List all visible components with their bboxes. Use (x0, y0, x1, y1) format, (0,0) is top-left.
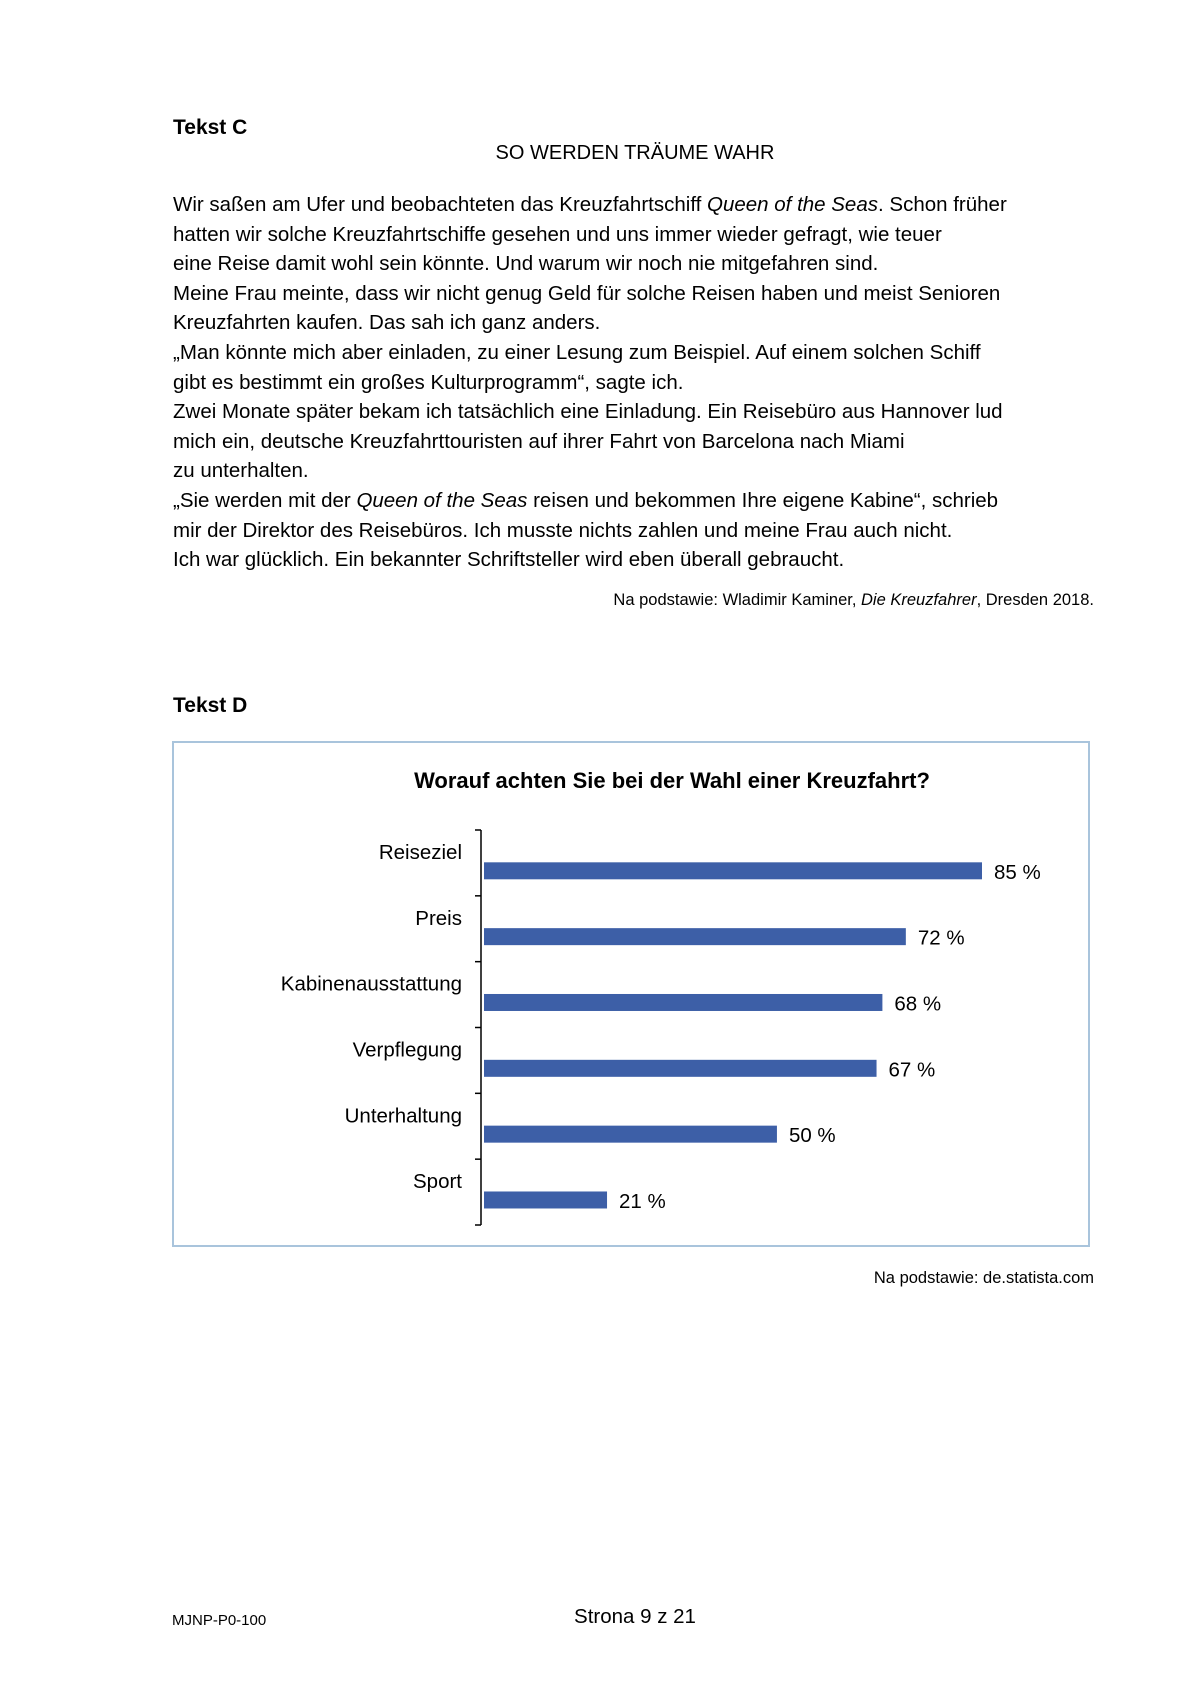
page-number: Strona 9 z 21 (574, 1605, 696, 1628)
bar (484, 994, 882, 1011)
text-d-source: Na podstawie: de.statista.com (873, 1269, 1094, 1287)
bar (484, 1060, 877, 1077)
ship-name: Queen of the Seas (707, 193, 878, 216)
category-label: Preis (415, 906, 462, 930)
text-c-line: hatten wir solche Kreuzfahrtschiffe gesehen und uns immer wieder gefragt, wie teuer (173, 222, 942, 246)
value-label: 68 % (894, 992, 942, 1016)
text-c-line: mir der Direktor des Reisebüros. Ich musste nichts zahlen und meine Frau auch nicht. (173, 518, 953, 542)
value-label: 67 % (888, 1058, 936, 1082)
exam-code: MJNP-P0-100 (172, 1612, 267, 1629)
value-label: 50 % (788, 1124, 836, 1148)
category-label: Sport (413, 1170, 462, 1194)
text-c-line: Ich war glücklich. Ein bekannter Schriftsteller wird eben überall gebraucht. (173, 548, 845, 572)
text-c-title: SO WERDEN TRÄUME WAHR (495, 142, 775, 164)
source-suffix: , Dresden 2018. (976, 591, 1094, 609)
text-fragment: „Sie werden mit der (173, 488, 357, 512)
text-fragment: . Schon früher (878, 193, 1007, 216)
ship-name: Queen of the Seas (356, 488, 528, 512)
text-d-heading: Tekst D (173, 694, 248, 717)
category-label: Unterhaltung (344, 1104, 462, 1128)
text-c-line: mich ein, deutsche Kreuzfahrttouristen auf ihrer Fahrt von Barcelona nach Miami (173, 429, 905, 453)
source-book-title: Die Kreuzfahrer (861, 591, 977, 609)
category-label: Kabinenausstattung (280, 972, 462, 996)
text-c-line: „Man könnte mich aber einladen, zu einer Lesung zum Beispiel. Auf einem solchen Schiff (173, 340, 981, 364)
chart-title: Worauf achten Sie bei der Wahl einer Kreuzfahrt? (414, 768, 930, 793)
value-label: 21 % (619, 1189, 666, 1213)
bar (484, 1126, 777, 1143)
bar (484, 1191, 607, 1208)
text-c-line: Meine Frau meinte, dass wir nicht genug Geld für solche Reisen haben und meist Senioren (173, 281, 1001, 305)
value-label: 72 % (917, 926, 965, 950)
text-c-line: gibt es bestimmt ein großes Kulturprogramm“, sagte ich. (173, 370, 684, 394)
text-fragment: Wir saßen am Ufer und beobachteten das Kreuzfahrtschiff (173, 193, 708, 216)
text-c-heading: Tekst C (173, 116, 248, 139)
text-c-line: Zwei Monate später bekam ich tatsächlich eine Einladung. Ein Reisebüro aus Hannover lud (173, 400, 1003, 424)
category-label: Verpflegung (352, 1038, 462, 1062)
bar (484, 928, 906, 945)
source-prefix: Na podstawie: Wladimir Kaminer, (613, 591, 862, 609)
value-label: 85 % (994, 860, 1041, 884)
text-c-line: eine Reise damit wohl sein könnte. Und warum wir noch nie mitgefahren sind. (173, 252, 879, 276)
category-label: Reiseziel (378, 840, 462, 864)
text-fragment: reisen und bekommen Ihre eigene Kabine“, schrieb (527, 488, 999, 512)
bar (484, 862, 982, 879)
text-c-line: Kreuzfahrten kaufen. Das sah ich ganz anders. (173, 311, 601, 335)
text-c-line: zu unterhalten. (173, 459, 309, 483)
